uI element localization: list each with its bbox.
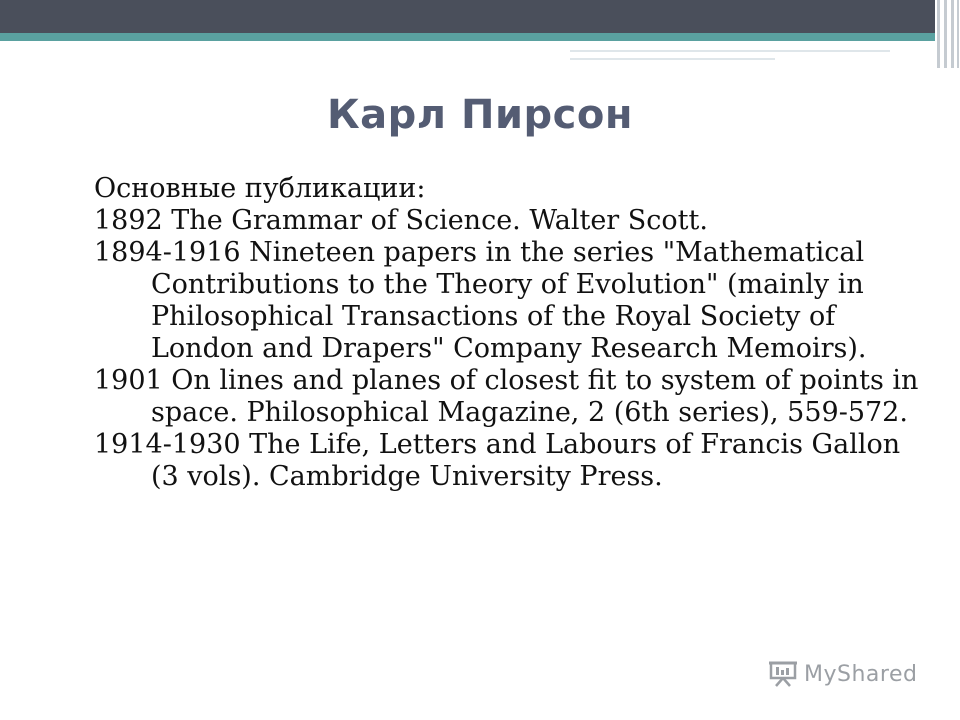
accent-stripe — [0, 33, 935, 41]
presentation-board-icon — [768, 661, 798, 687]
publication-entry: 1914-1930 The Life, Letters and Labours of Francis Gallon (3 vols). Cambridge University Press. — [94, 429, 901, 492]
publications-list — [94, 173, 924, 493]
decorative-bars — [935, 0, 960, 68]
publication-entry: 1892 The Grammar of Science. Walter Scott. — [94, 205, 708, 236]
slide-title: Карл Пирсон — [326, 92, 633, 138]
watermark-text: MyShared — [804, 661, 918, 687]
publications-heading: Основные публикации: — [94, 173, 426, 204]
publication-entry: 1894-1916 Nineteen papers in the series "Mathematical Contributions to the Theory of Evolution" (mainly in Philosophical Transactions of the Royal Society of London and Drapers" Company Research Memoirs). — [94, 237, 867, 364]
header-band — [0, 0, 935, 33]
decorative-line — [570, 50, 890, 52]
watermark-logo — [768, 658, 928, 690]
publication-entry: 1901 On lines and planes of closest fit to system of points in space. Philosophical Magazine, 2 (6th series), 559-572. — [94, 365, 919, 428]
decorative-line — [570, 58, 775, 60]
